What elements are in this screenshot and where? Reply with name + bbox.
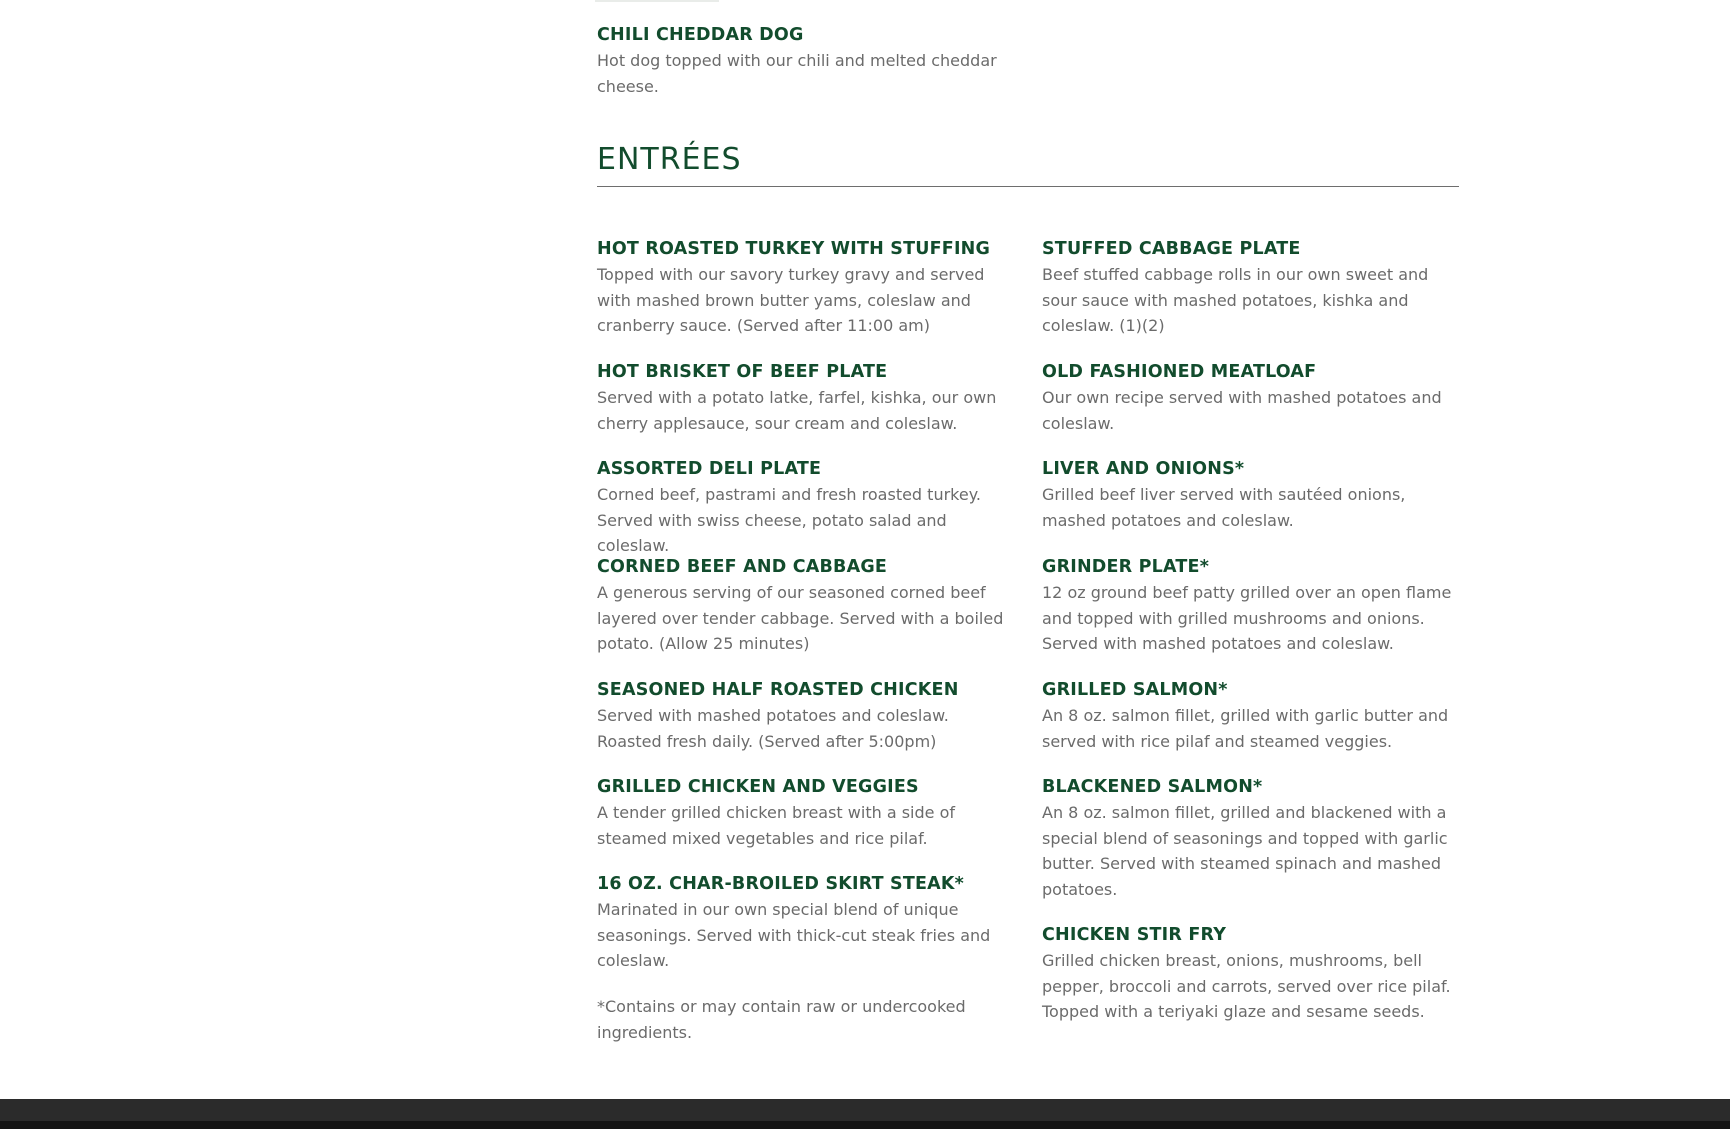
menu-item-description: Corned beef, pastrami and fresh roasted turkey. Served with swiss cheese, potato salad and coleslaw.	[597, 485, 981, 556]
menu-item-hot-brisket	[597, 359, 1017, 436]
menu-item-description: Topped with our savory turkey gravy and served with mashed brown butter yams, coleslaw and cranberry sauce. (Served after 11:00 am)	[597, 265, 985, 336]
menu-item-title: 16 OZ. CHAR-BROILED SKIRT STEAK*	[597, 874, 964, 894]
menu-item-description: 12 oz ground beef patty grilled over an open flame and topped with grilled mushrooms and onions. Served with mashed potatoes and coleslaw.	[1042, 583, 1452, 654]
menu-item-title: GRINDER PLATE*	[1042, 557, 1210, 577]
menu-item-title: SEASONED HALF ROASTED CHICKEN	[597, 680, 959, 700]
menu-item-meatloaf	[1042, 359, 1460, 436]
menu-item-hot-roasted-turkey	[597, 236, 1017, 339]
menu-item-title: ASSORTED DELI PLATE	[597, 459, 822, 479]
menu-item-title: BLACKENED SALMON*	[1042, 777, 1263, 797]
menu-item-title: OLD FASHIONED MEATLOAF	[1042, 362, 1317, 382]
menu-item-description: Grilled beef liver served with sautéed onions, mashed potatoes and coleslaw.	[1042, 485, 1406, 530]
menu-item-blackened-salmon	[1042, 774, 1460, 902]
menu-item-title: HOT ROASTED TURKEY WITH STUFFING	[597, 239, 991, 259]
menu-item-chili-cheddar-dog	[597, 22, 1017, 99]
menu-item-skirt-steak	[597, 871, 1017, 974]
menu-item-description: Served with mashed potatoes and coleslaw. Roasted fresh daily. (Served after 5:00pm)	[597, 706, 949, 751]
section-title-entrees: ENTRÉES	[597, 142, 742, 177]
menu-item-description: Served with a potato latke, farfel, kishka, our own cherry applesauce, sour cream and coleslaw.	[597, 388, 997, 433]
menu-item-description: A generous serving of our seasoned corned beef layered over tender cabbage. Served with a boiled potato. (Allow 25 minutes)	[597, 583, 1004, 654]
menu-item-description: Hot dog topped with our chili and melted cheddar cheese.	[597, 51, 997, 96]
menu-item-grinder-plate	[1042, 554, 1460, 657]
menu-item-description: Beef stuffed cabbage rolls in our own sweet and sour sauce with mashed potatoes, kishka and coleslaw. (1)(2)	[1042, 265, 1429, 336]
menu-item-half-roasted-chicken	[597, 677, 1017, 754]
menu-item-title: CORNED BEEF AND CABBAGE	[597, 557, 888, 577]
menu-item-grilled-chicken-veggies	[597, 774, 1017, 851]
menu-item-description: A tender grilled chicken breast with a side of steamed mixed vegetables and rice pilaf.	[597, 803, 955, 848]
menu-item-description: An 8 oz. salmon fillet, grilled and blackened with a special blend of seasonings and topped with garlic butter. Served with steamed spinach and mashed potatoes.	[1042, 803, 1448, 899]
menu-item-title: GRILLED CHICKEN AND VEGGIES	[597, 777, 919, 797]
menu-item-description: An 8 oz. salmon fillet, grilled with garlic butter and served with rice pilaf and steamed veggies.	[1042, 706, 1449, 751]
menu-item-title: GRILLED SALMON*	[1042, 680, 1228, 700]
page-footer	[0, 1099, 1730, 1129]
menu-item-assorted-deli	[597, 456, 1017, 559]
section-divider	[597, 186, 1459, 187]
menu-item-chicken-stir-fry	[1042, 922, 1460, 1025]
menu-item-title: LIVER AND ONIONS*	[1042, 459, 1245, 479]
menu-item-title: CHICKEN STIR FRY	[1042, 925, 1227, 945]
footer-strip	[0, 1121, 1730, 1129]
menu-item-liver-onions	[1042, 456, 1460, 533]
menu-item-description: Grilled chicken breast, onions, mushrooms, bell pepper, broccoli and carrots, served over rice pilaf. Topped with a teriyaki glaze and sesame seeds.	[1042, 951, 1451, 1022]
menu-item-title: HOT BRISKET OF BEEF PLATE	[597, 362, 888, 382]
menu-item-description: Marinated in our own special blend of unique seasonings. Served with thick-cut steak fries and coleslaw.	[597, 900, 991, 971]
footnote-raw-ingredients: *Contains or may contain raw or undercooked ingredients.	[597, 997, 966, 1042]
menu-item-title: CHILI CHEDDAR DOG	[597, 25, 804, 45]
top-divider	[595, 0, 719, 2]
menu-item-description: Our own recipe served with mashed potatoes and coleslaw.	[1042, 388, 1442, 433]
menu-item-grilled-salmon	[1042, 677, 1460, 754]
menu-item-stuffed-cabbage	[1042, 236, 1460, 339]
menu-item-corned-beef-cabbage	[597, 554, 1017, 657]
menu-item-title: STUFFED CABBAGE PLATE	[1042, 239, 1301, 259]
